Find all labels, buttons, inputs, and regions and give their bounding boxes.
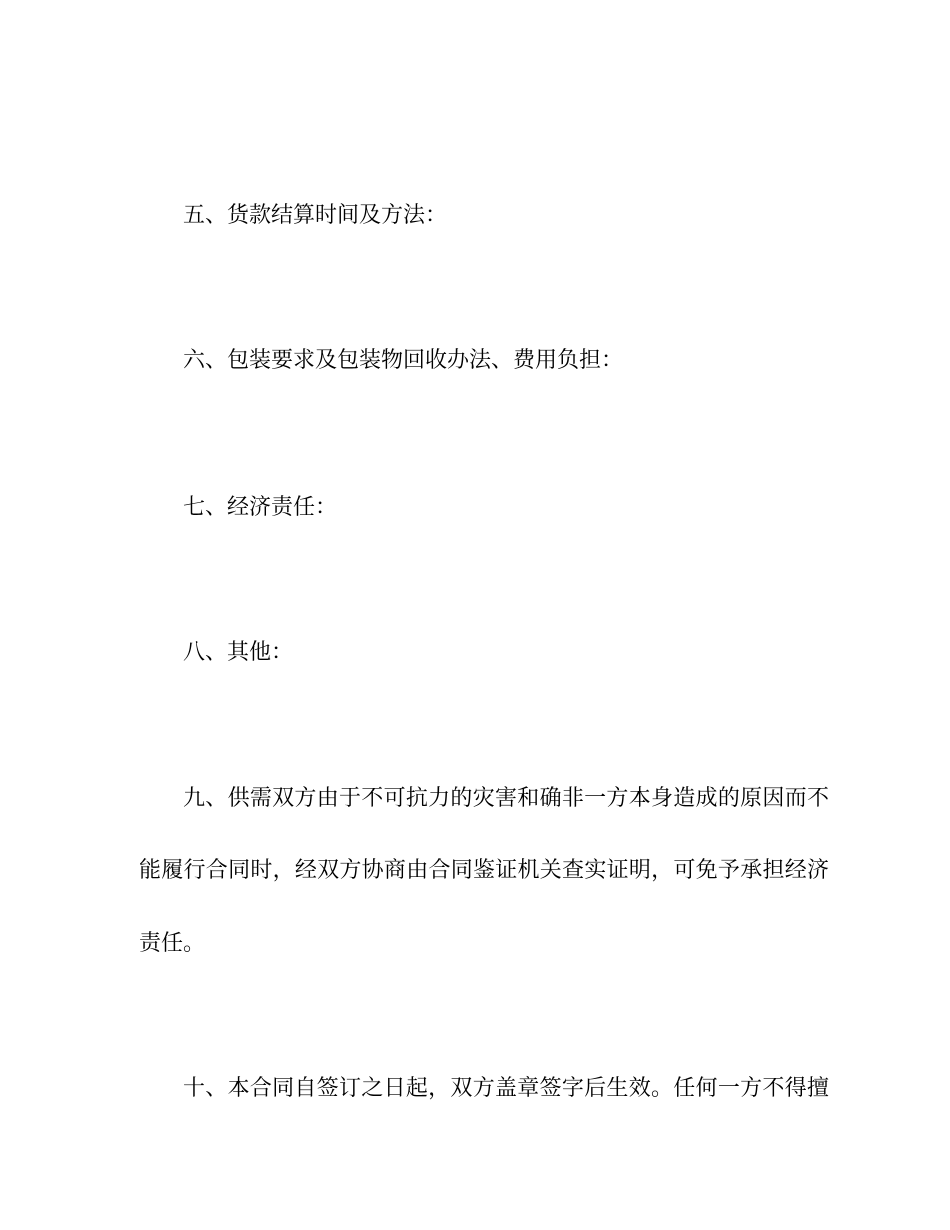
section-six-heading: 六、包装要求及包装物回收办法、费用负担： <box>183 348 624 373</box>
clause-nine-line-3: 责任。 <box>139 931 206 956</box>
section-seven-heading: 七、经济责任： <box>183 495 338 520</box>
clause-ten-line-1: 十、本合同自签订之日起，双方盖章签字后生效。任何一方不得擅 <box>183 1076 829 1101</box>
section-eight-heading: 八、其他： <box>183 640 294 665</box>
clause-nine-line-2: 能履行合同时，经双方协商由合同鉴证机关查实证明，可免予承担经济 <box>139 858 829 883</box>
clause-nine-line-1: 九、供需双方由于不可抗力的灾害和确非一方本身造成的原因而不 <box>183 786 829 811</box>
section-five-heading: 五、货款结算时间及方法： <box>183 203 448 228</box>
